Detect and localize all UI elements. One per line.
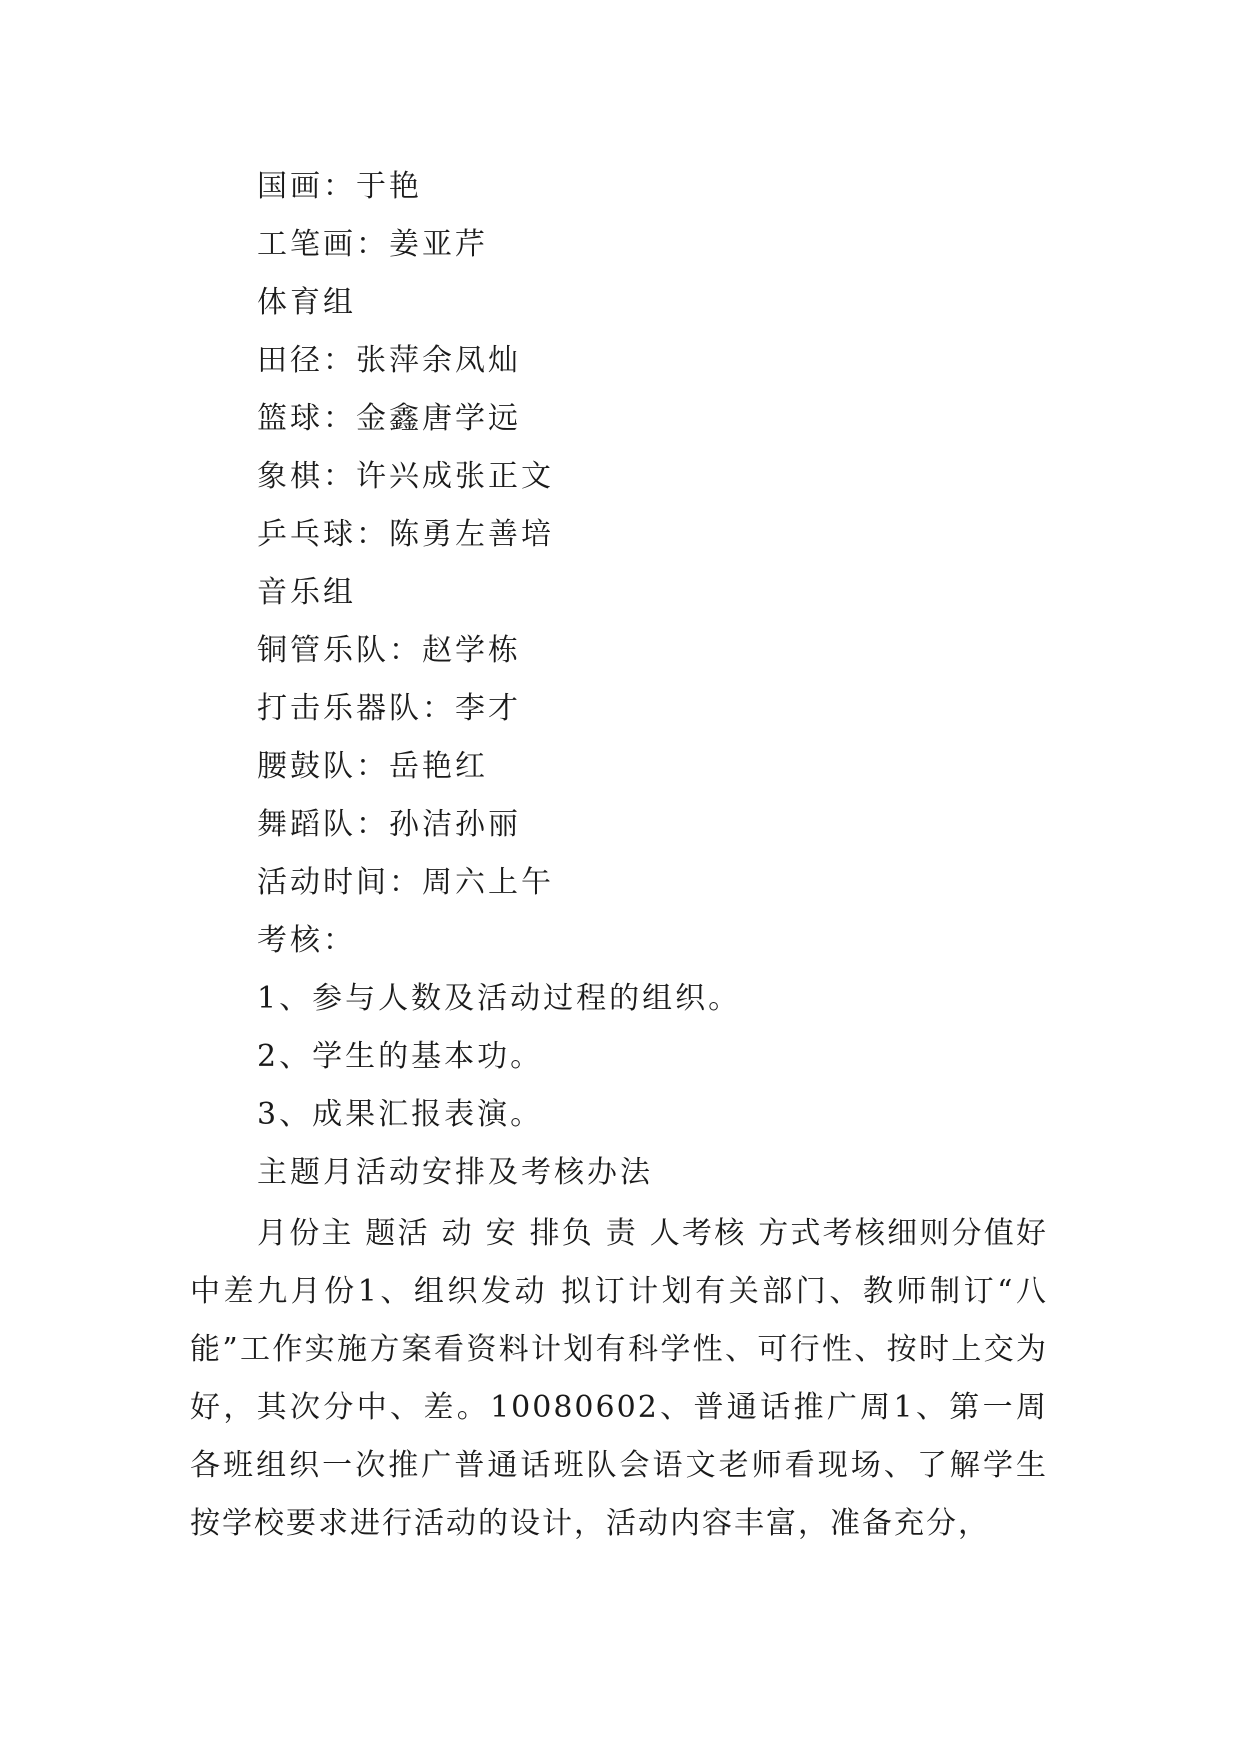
text-line: 象棋：许兴成张正文: [257, 459, 554, 494]
text-line: 活动时间：周六上午: [257, 865, 554, 900]
section-heading: 体育组: [257, 285, 356, 320]
text-line: 田径：张萍余凤灿: [257, 343, 521, 378]
text-line: 篮球：金鑫唐学远: [257, 401, 521, 436]
text-line: 考核：: [257, 923, 356, 958]
list-item: 2、学生的基本功。: [257, 1039, 544, 1074]
list-item: 1、参与人数及活动过程的组织。: [257, 981, 742, 1016]
text-line: 工笔画：姜亚芹: [257, 227, 488, 262]
text-line: 打击乐器队：李才: [257, 691, 521, 726]
text-line: 乒乓球：陈勇左善培: [257, 517, 554, 552]
text-line: 舞蹈队：孙洁孙丽: [257, 807, 521, 842]
section-heading: 主题月活动安排及考核办法: [257, 1155, 653, 1190]
text-line: 国画：于艳: [257, 169, 422, 204]
list-item: 3、成果汇报表演。: [257, 1097, 544, 1132]
body-paragraph: 月份主 题活 动 安 排负 责 人考核 方式考核细则分值好中差九月份1、组织发动 拟订计划有关部门、教师制订“八能”工作实施方案看资料计划有科学性、可行性、按时上交为好，其次分中、差。10080602、普通话推广周1、第一周各班组织一次推广普通话班队会语文老师看现场、了解学生按学校要求进行活动的设计，活动内容丰富，准备充分，: [190, 1216, 1048, 1541]
text-line: 腰鼓队：岳艳红: [257, 749, 488, 784]
text-line: 铜管乐队：赵学栋: [257, 633, 521, 668]
section-heading: 音乐组: [257, 575, 356, 610]
text-lines: [257, 158, 1057, 1202]
